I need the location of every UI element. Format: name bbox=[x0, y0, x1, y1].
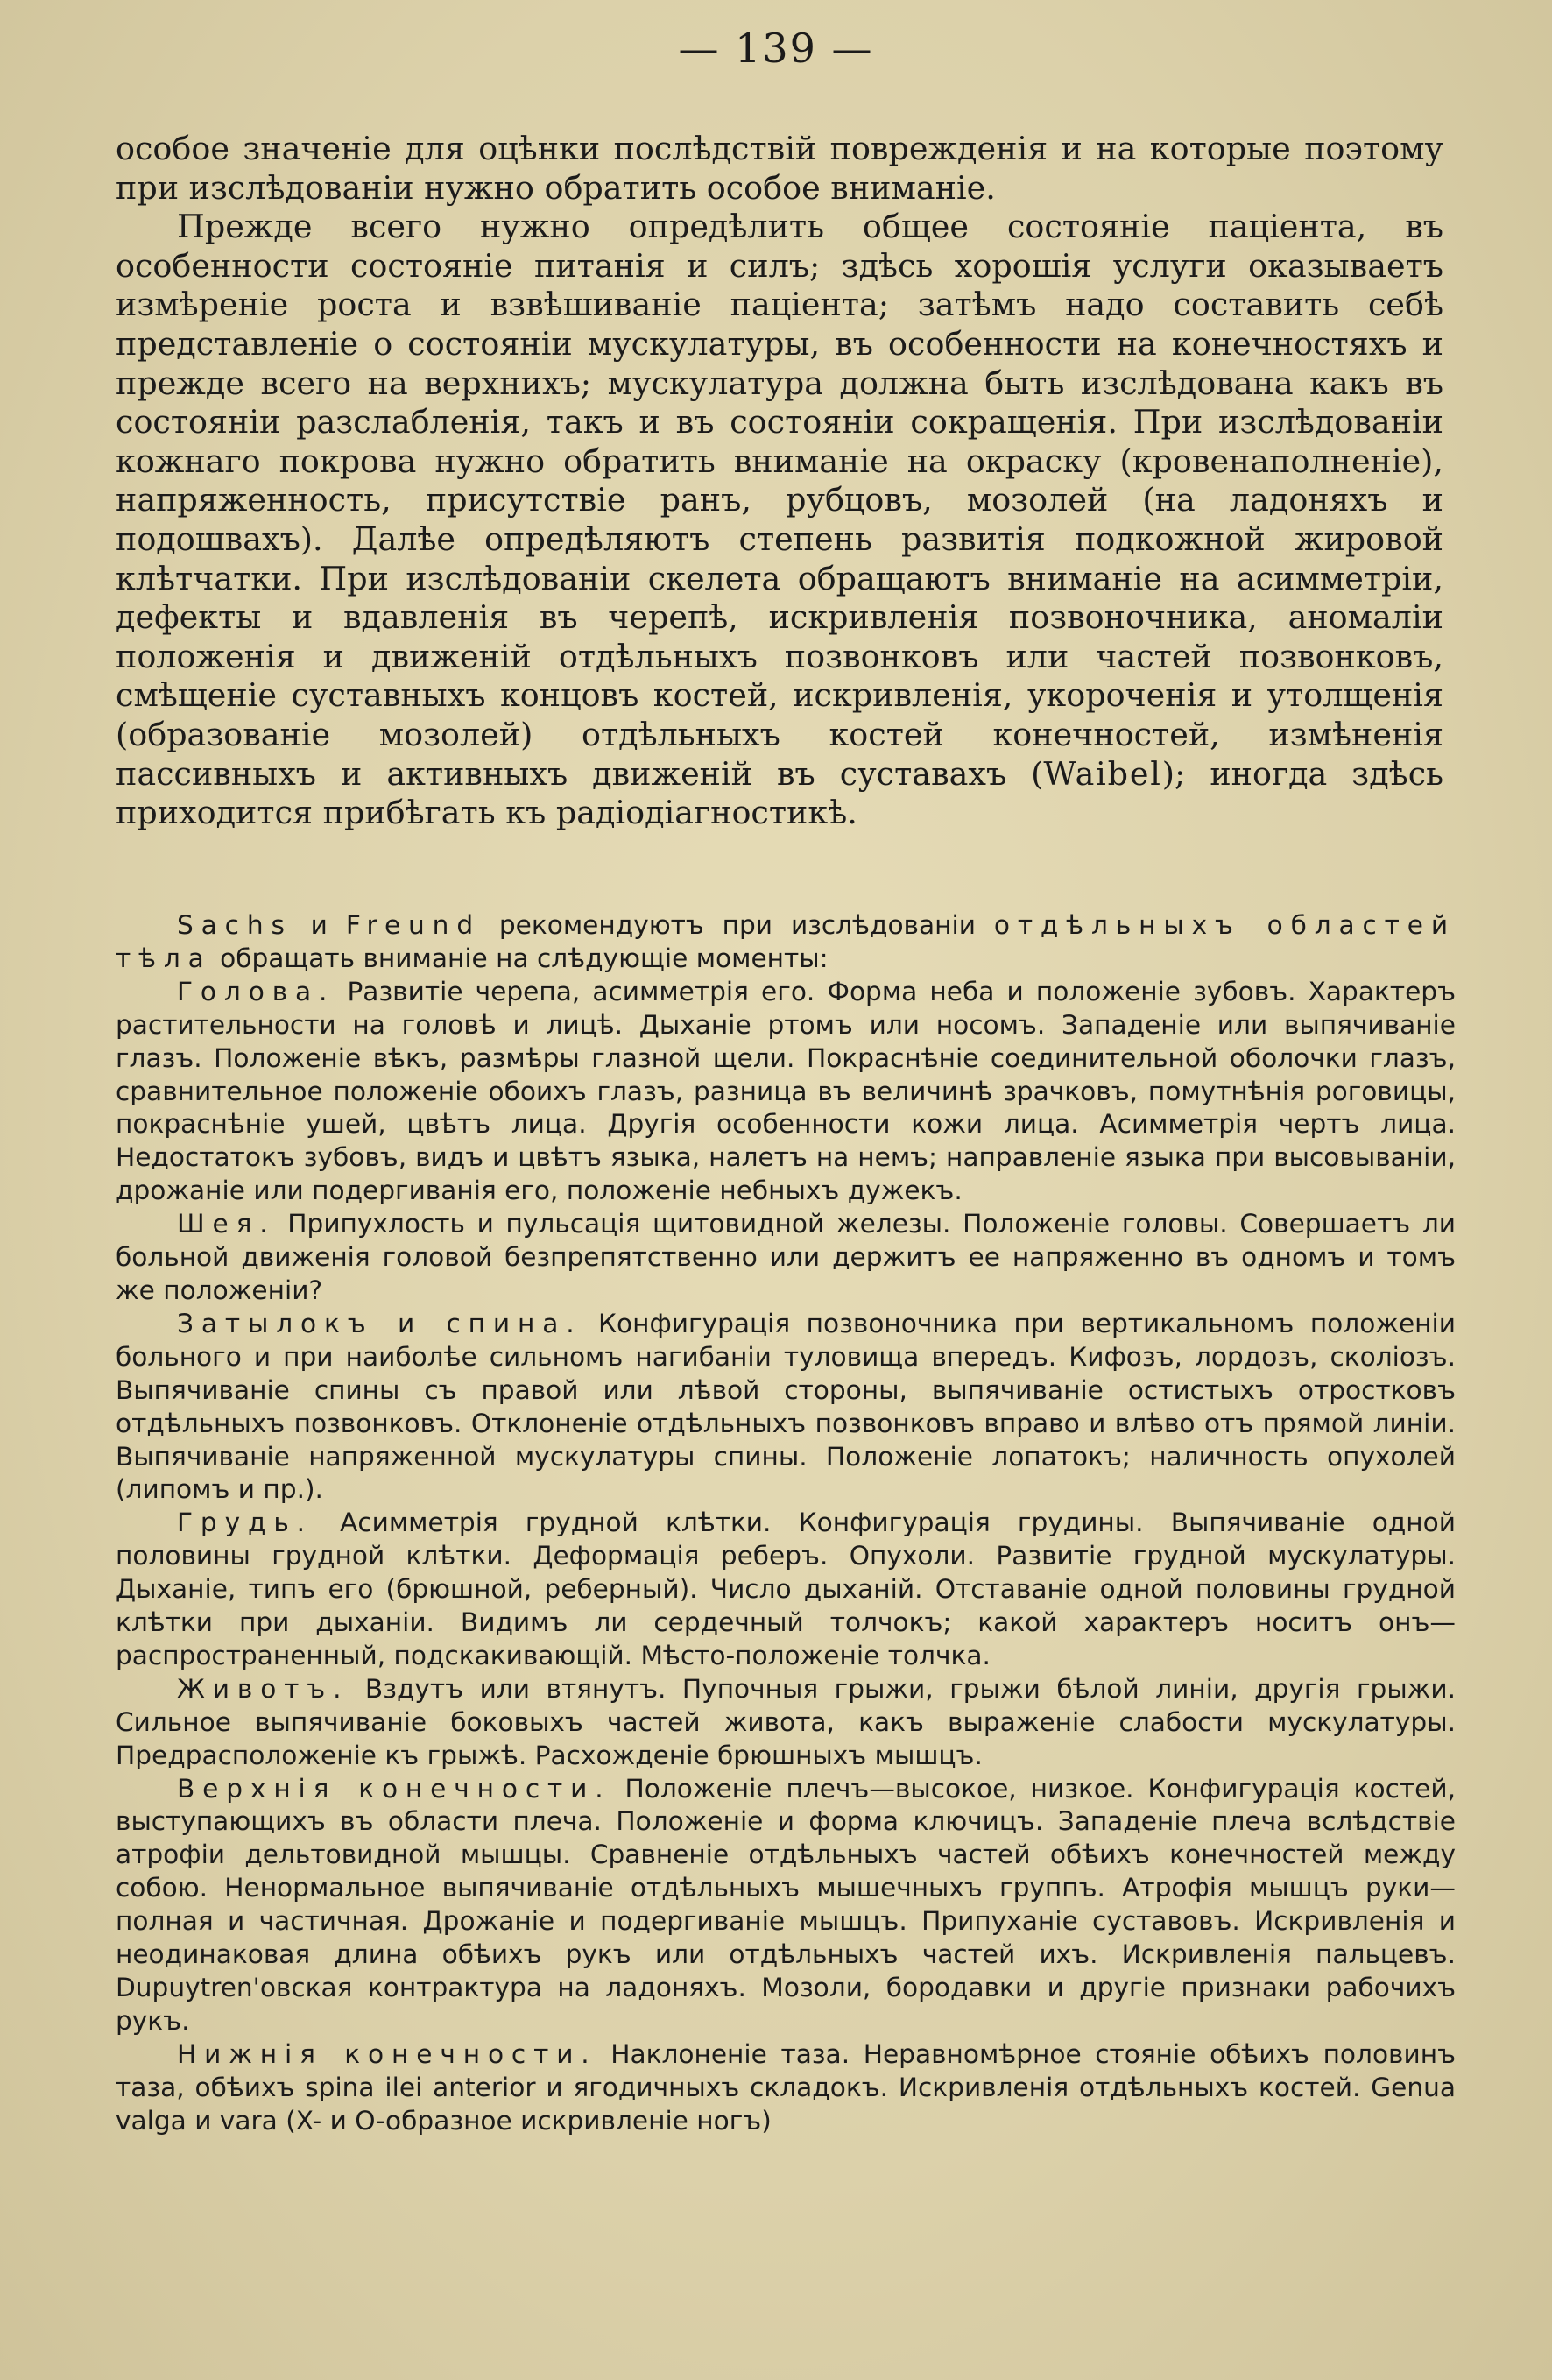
author-name: Freund bbox=[345, 910, 481, 940]
section-heading: Голова. bbox=[177, 976, 335, 1006]
section-heading: Верхнія конечности. bbox=[177, 1773, 611, 1804]
paragraph-tail: ); иногда здѣсь приходится прибѣгать къ радіодіагностикѣ. bbox=[116, 754, 1444, 832]
page-number: — 139 — bbox=[678, 25, 874, 72]
section-text: Асимметрія грудной клѣтки. Конфигурація грудины. Выпячиваніе одной половины грудной клѣтки. Деформація реберъ. Опухоли. Развитіе грудной мускулатуры. Дыханіе, типъ его (брюшной, реберный). Число дыханій. Отставаніе одной половины грудной клѣтки при дыханіи. Видимъ ли сердечный толчокъ; какой характеръ носитъ онъ—распространенный, подскакивающій. Мѣсто-положеніе толчка. bbox=[116, 1508, 1456, 1670]
section-head bbox=[116, 976, 1456, 1208]
section-neck bbox=[116, 1208, 1456, 1308]
author-name: Waibel bbox=[1043, 754, 1162, 793]
section-text: Вздутъ или втянутъ. Пупочныя грыжи, грыжи бѣлой линіи, другія грыжи. Сильное выпячиваніе боковыхъ частей живота, какъ выраженіе слабости мускулатуры. Предрасположеніе къ грыжѣ. Расхожденіе брюшныхъ мышцъ. bbox=[116, 1673, 1456, 1770]
intro-emphasis: отдѣльныхъ областей тѣла bbox=[116, 910, 1456, 973]
intro-text: рекомендуютъ при изслѣдованіи bbox=[480, 910, 994, 940]
author-name: Sachs bbox=[177, 910, 293, 940]
section-chest bbox=[116, 1507, 1456, 1673]
section-heading: Нижнія конечности. bbox=[177, 2038, 597, 2069]
section-text: Положеніе плечъ—высокое, низкое. Конфигурація костей, выступающихъ въ области плеча. Положеніе и форма ключицъ. Западеніе плеча вслѣдствіе атрофіи дельтовидной мышцы. Сравненіе отдѣльныхъ частей обѣихъ конечностей между собою. Ненормальное выпячиваніе отдѣльныхъ мышечныхъ группъ. Атрофія мышцъ руки—полная и частичная. Дрожаніе и подергиваніе мышцъ. Припуханіе суставовъ. Искривленія и неодинаковая длина обѣихъ рукъ или отдѣльныхъ частей ихъ. Искривленія пальцевъ. Dupuytren'овская контрактура на ладоняхъ. Мозоли, бородавки и другіе признаки рабочихъ рукъ. bbox=[116, 1773, 1456, 2036]
regions-list bbox=[116, 909, 1456, 2138]
section-heading: Шея. bbox=[177, 1209, 276, 1239]
section-text: Припухлость и пульсація щитовидной железы. Положеніе головы. Совершаетъ ли больной движенія головой безпрепятственно или держитъ ее напряженно въ одномъ и томъ же положеніи? bbox=[116, 1209, 1456, 1305]
main-text-block bbox=[116, 130, 1443, 833]
paragraph-text: Прежде всего нужно опредѣлить общее состояніе паціента, въ особенности состояніе питанія и силъ; здѣсь хорошія услуги оказываетъ измѣреніе роста и взвѣшиваніе паціента; затѣмъ надо составить себѣ представленіе о состояніи мускулатуры, въ особенности на конечностяхъ и прежде всего на верхнихъ; мускулатура должна быть изслѣдована какъ въ состояніи разслабленія, такъ и въ состояніи сокращенія. При изслѣдованіи кожнаго покрова нужно обратить вниманіе на окраску (кровенаполненіе), напряженность, присутствіе ранъ, рубцовъ, мозолей (на ладоняхъ и подошвахъ). Далѣе опредѣляютъ степень развитія подкожной жировой клѣтчатки. При изслѣдованіи скелета обращаютъ вниманіе на асимметріи, дефекты и вдавленія въ черепѣ, искривленія позвоночника, аномаліи положенія и движеній отдѣльныхъ позвонковъ или частей позвонковъ, смѣщеніе суставныхъ концовъ костей, искривленія, укороченія и утолщенія (образованіе мозолей) отдѣльныхъ костей конечностей, измѣненія пассивныхъ и активныхъ движеній въ суставахъ ( bbox=[116, 208, 1443, 793]
paragraph-general-state bbox=[116, 208, 1443, 833]
intro-text: обращать вниманіе на слѣдующіе моменты: bbox=[211, 943, 829, 973]
intro-paragraph bbox=[116, 909, 1456, 976]
section-heading: Затылокъ и спина. bbox=[177, 1308, 582, 1338]
section-lower-limbs bbox=[116, 2038, 1456, 2138]
section-back bbox=[116, 1308, 1456, 1507]
paragraph-continuation: особое значеніе для оцѣнки послѣдствій поврежденія и на которые поэтому при изслѣдованіи нужно обратить особое вниманіе. bbox=[116, 130, 1443, 207]
section-heading: Грудь. bbox=[177, 1508, 313, 1538]
section-heading: Животъ. bbox=[177, 1673, 349, 1704]
section-text: Конфигурація позвоночника при вертикальномъ положеніи больного и при наиболѣе сильномъ нагибаніи туловища впередъ. Кифозъ, лордозъ, сколіозъ. Выпячиваніе спины съ правой или лѣвой стороны, выпячиваніе остистыхъ отростковъ отдѣльныхъ позвонковъ. Отклоненіе отдѣльныхъ позвонковъ вправо и влѣво отъ прямой линіи. Выпячиваніе напряженной мускулатуры спины. Положеніе лопатокъ; наличность опухолей (липомъ и пр.). bbox=[116, 1308, 1456, 1505]
section-upper-limbs bbox=[116, 1773, 1456, 2038]
section-abdomen bbox=[116, 1673, 1456, 1773]
conjunction: и bbox=[292, 910, 346, 940]
section-text: Развитіе черепа, асимметрія его. Форма неба и положеніе зубовъ. Характеръ растительности на головѣ и лицѣ. Дыханіе ртомъ или носомъ. Западеніе или выпячиваніе глазъ. Положеніе вѣкъ, размѣры глазной щели. Покраснѣніе соединительной оболочки глазъ, сравнительное положеніе обоихъ глазъ, разница въ величинѣ зрачковъ, помутнѣнія роговицы, покраснѣніе ушей, цвѣтъ лица. Другія особенности кожи лица. Асимметрія чертъ лица. Недостатокъ зубовъ, видъ и цвѣтъ языка, налетъ на немъ; направленіе языка при высовываніи, дрожаніе или подергиванія его, положеніе небныхъ дужекъ. bbox=[116, 976, 1456, 1206]
section-text: Наклоненіе таза. Неравномѣрное стояніе обѣихъ половинъ таза, обѣихъ spina ilei anterior и ягодичныхъ складокъ. Искривленія отдѣльныхъ костей. Genua valga и vara (X- и O-образное искривленіе ногъ) bbox=[116, 2038, 1456, 2136]
